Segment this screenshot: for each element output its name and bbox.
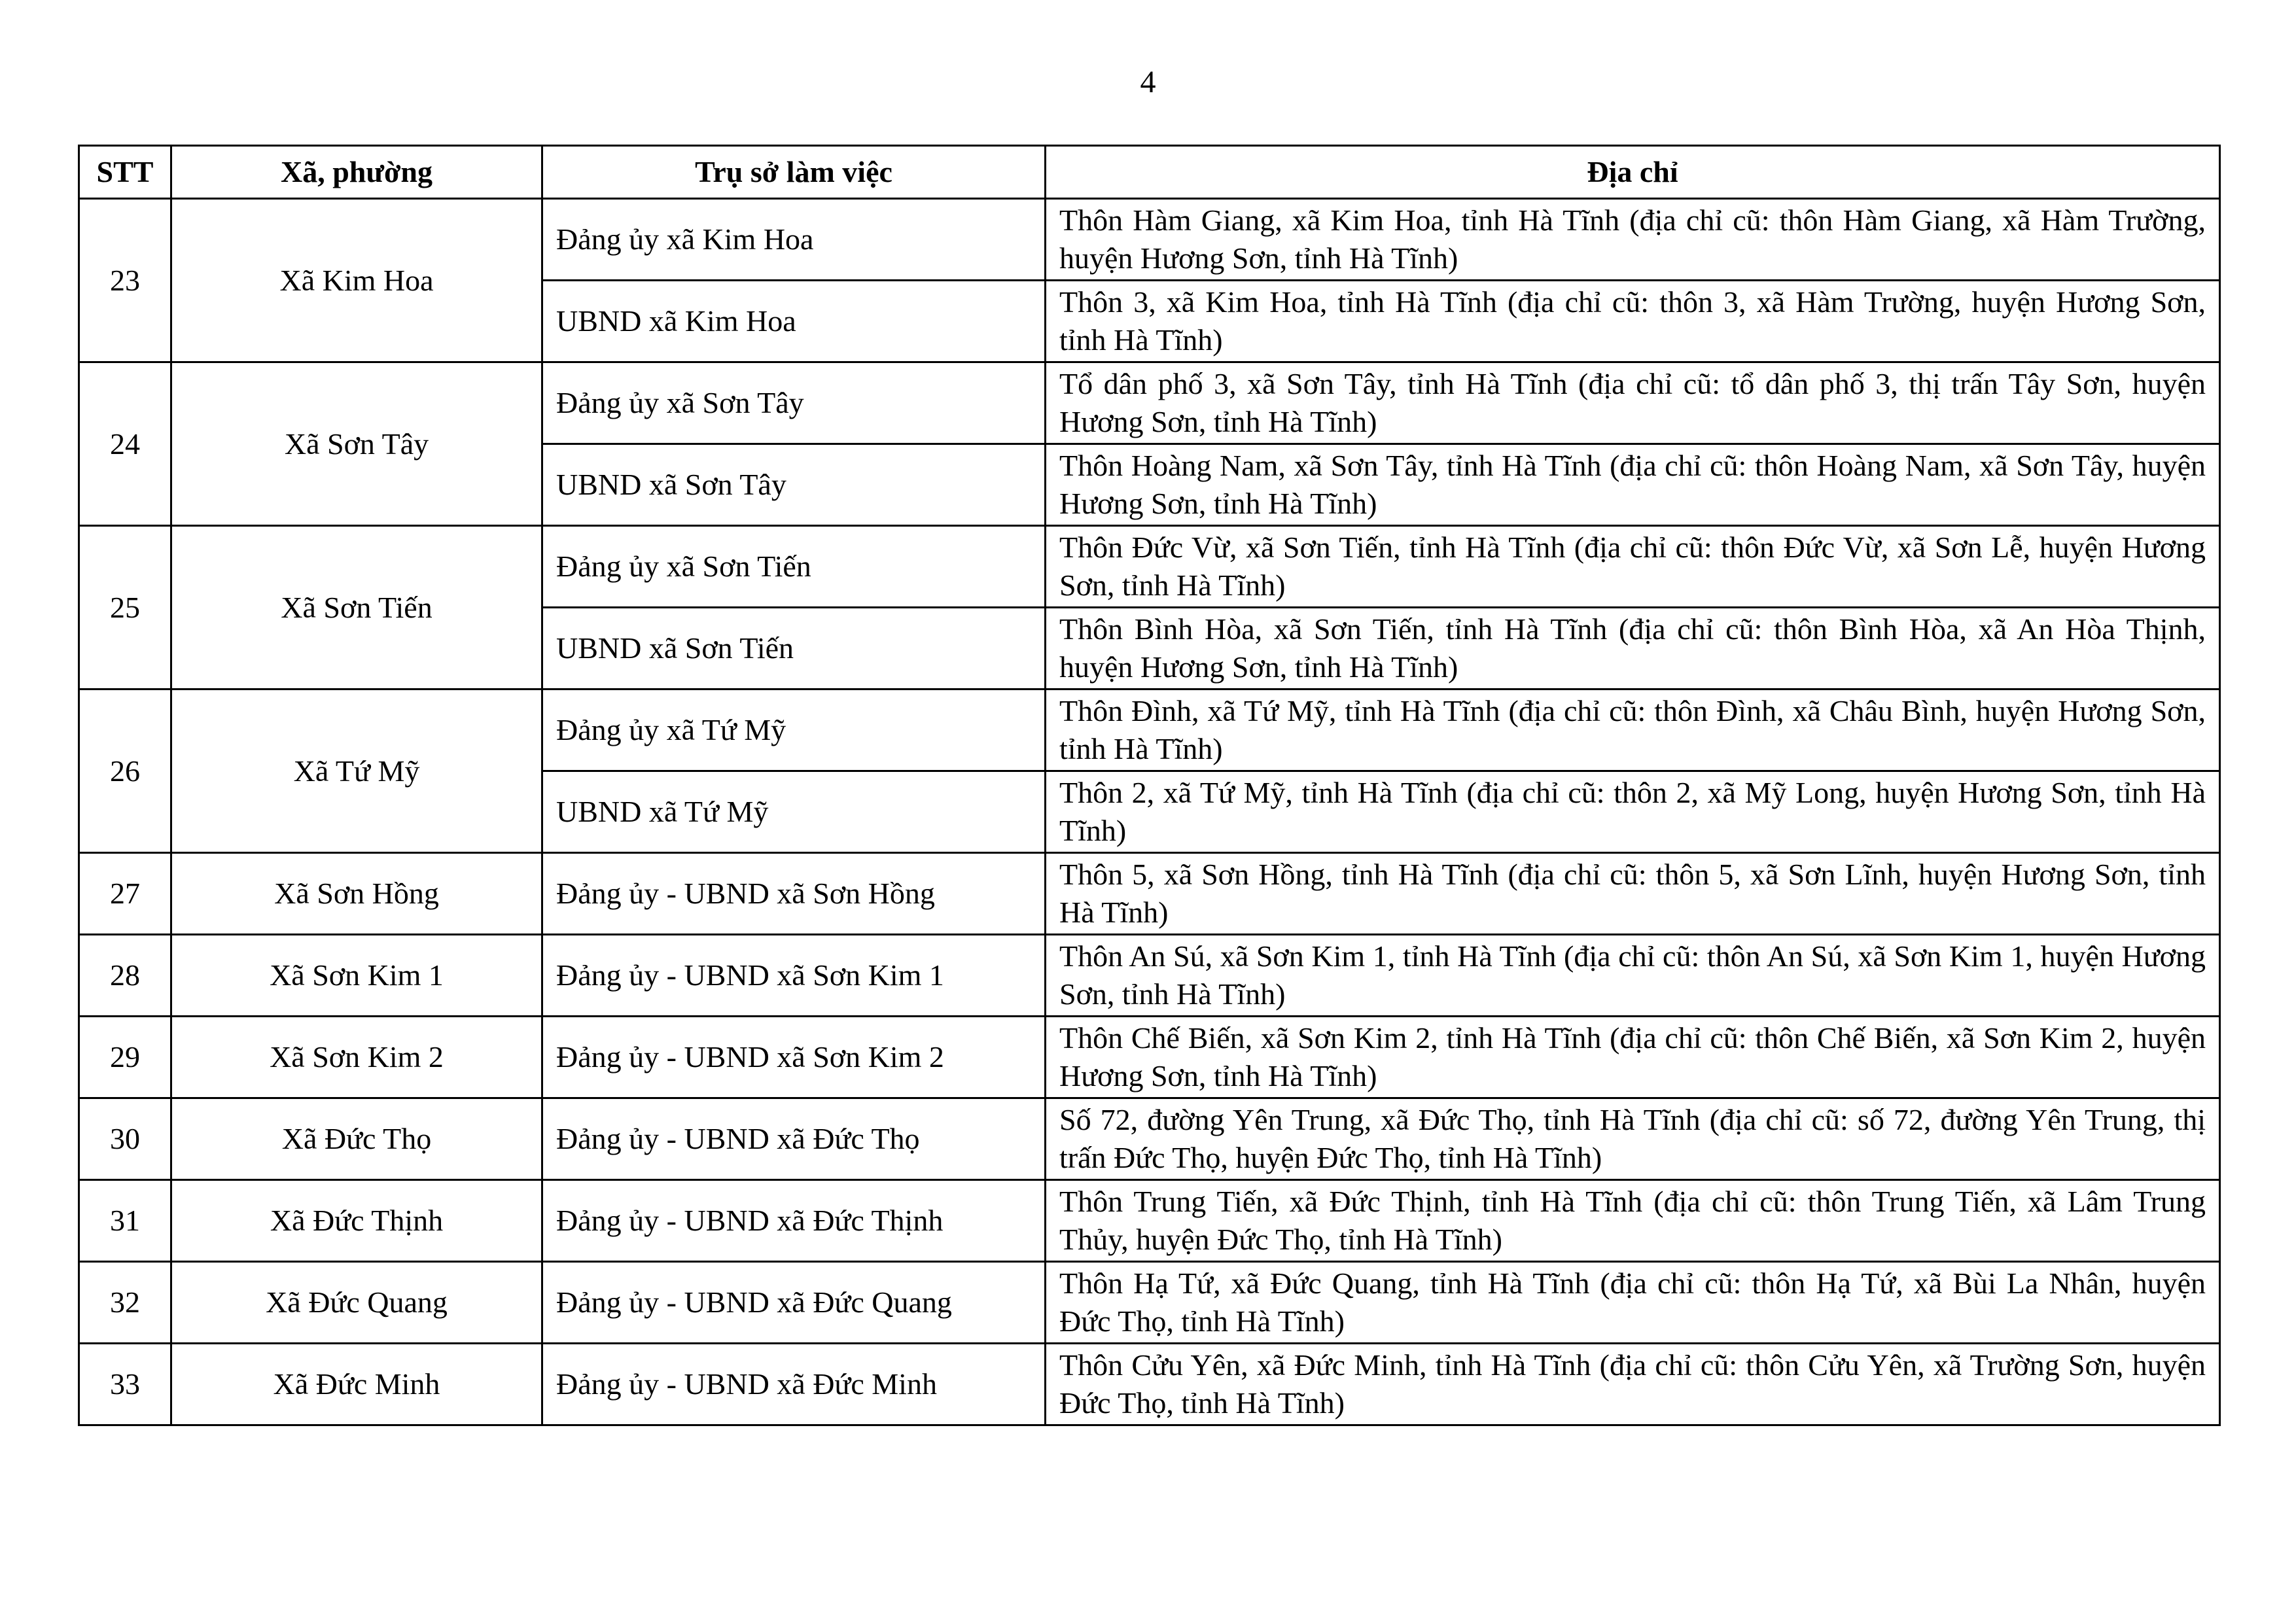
header-address: Địa chỉ [1046, 146, 2220, 199]
address-cell: Thôn 5, xã Sơn Hồng, tỉnh Hà Tĩnh (địa chỉ cũ: thôn 5, xã Sơn Lĩnh, huyện Hương Sơn, tỉnh Hà Tĩnh) [1046, 853, 2220, 935]
office-cell: Đảng ủy - UBND xã Đức Thọ [542, 1098, 1046, 1180]
table-row [79, 1017, 2220, 1098]
header-stt: STT [79, 146, 171, 199]
office-cell: Đảng ủy xã Sơn Tây [542, 362, 1046, 444]
header-ward: Xã, phường [171, 146, 542, 199]
table-row [79, 1180, 2220, 1262]
ward-cell: Xã Đức Minh [171, 1344, 542, 1425]
table-row [79, 1344, 2220, 1425]
ward-cell: Xã Sơn Tiến [171, 526, 542, 689]
office-cell: Đảng ủy xã Sơn Tiến [542, 526, 1046, 608]
address-cell: Thôn Hoàng Nam, xã Sơn Tây, tỉnh Hà Tĩnh (địa chỉ cũ: thôn Hoàng Nam, xã Sơn Tây, huyện Hương Sơn, tỉnh Hà Tĩnh) [1046, 444, 2220, 526]
stt-cell: 25 [79, 526, 171, 689]
ward-cell: Xã Sơn Kim 1 [171, 935, 542, 1017]
ward-cell: Xã Đức Thọ [171, 1098, 542, 1180]
office-cell: UBND xã Sơn Tây [542, 444, 1046, 526]
office-cell: Đảng ủy - UBND xã Sơn Hồng [542, 853, 1046, 935]
ward-cell: Xã Đức Quang [171, 1262, 542, 1344]
office-cell: Đảng ủy - UBND xã Đức Quang [542, 1262, 1046, 1344]
office-cell: Đảng ủy xã Kim Hoa [542, 199, 1046, 281]
address-cell: Thôn Hàm Giang, xã Kim Hoa, tỉnh Hà Tĩnh (địa chỉ cũ: thôn Hàm Giang, xã Hàm Trường, huyện Hương Sơn, tỉnh Hà Tĩnh) [1046, 199, 2220, 281]
stt-cell: 33 [79, 1344, 171, 1425]
office-cell: Đảng ủy - UBND xã Sơn Kim 2 [542, 1017, 1046, 1098]
address-cell: Tổ dân phố 3, xã Sơn Tây, tỉnh Hà Tĩnh (địa chỉ cũ: tổ dân phố 3, thị trấn Tây Sơn, huyện Hương Sơn, tỉnh Hà Tĩnh) [1046, 362, 2220, 444]
table-row [79, 1098, 2220, 1180]
stt-cell: 28 [79, 935, 171, 1017]
table-row [79, 935, 2220, 1017]
stt-cell: 24 [79, 362, 171, 526]
address-cell: Thôn 2, xã Tứ Mỹ, tỉnh Hà Tĩnh (địa chỉ cũ: thôn 2, xã Mỹ Long, huyện Hương Sơn, tỉnh Hà Tĩnh) [1046, 771, 2220, 853]
office-cell: UBND xã Sơn Tiến [542, 608, 1046, 689]
office-cell: Đảng ủy - UBND xã Sơn Kim 1 [542, 935, 1046, 1017]
address-cell: Thôn Bình Hòa, xã Sơn Tiến, tỉnh Hà Tĩnh (địa chỉ cũ: thôn Bình Hòa, xã An Hòa Thịnh, huyện Hương Sơn, tỉnh Hà Tĩnh) [1046, 608, 2220, 689]
address-cell: Thôn An Sú, xã Sơn Kim 1, tỉnh Hà Tĩnh (địa chỉ cũ: thôn An Sú, xã Sơn Kim 1, huyện Hương Sơn, tỉnh Hà Tĩnh) [1046, 935, 2220, 1017]
office-cell: Đảng ủy - UBND xã Đức Minh [542, 1344, 1046, 1425]
office-cell: Đảng ủy xã Tứ Mỹ [542, 689, 1046, 771]
ward-cell: Xã Đức Thịnh [171, 1180, 542, 1262]
table-row [79, 362, 2220, 444]
ward-cell: Xã Kim Hoa [171, 199, 542, 362]
table-row [79, 853, 2220, 935]
ward-cell: Xã Sơn Hồng [171, 853, 542, 935]
table-row [79, 689, 2220, 771]
office-cell: Đảng ủy - UBND xã Đức Thịnh [542, 1180, 1046, 1262]
address-cell: Thôn Đình, xã Tứ Mỹ, tỉnh Hà Tĩnh (địa chỉ cũ: thôn Đình, xã Châu Bình, huyện Hương Sơn, tỉnh Hà Tĩnh) [1046, 689, 2220, 771]
address-cell: Số 72, đường Yên Trung, xã Đức Thọ, tỉnh Hà Tĩnh (địa chỉ cũ: số 72, đường Yên Trung, thị trấn Đức Thọ, huyện Đức Thọ, tỉnh Hà Tĩnh) [1046, 1098, 2220, 1180]
ward-cell: Xã Sơn Kim 2 [171, 1017, 542, 1098]
stt-cell: 32 [79, 1262, 171, 1344]
stt-cell: 23 [79, 199, 171, 362]
stt-cell: 26 [79, 689, 171, 853]
stt-cell: 27 [79, 853, 171, 935]
stt-cell: 29 [79, 1017, 171, 1098]
address-cell: Thôn Cửu Yên, xã Đức Minh, tỉnh Hà Tĩnh (địa chỉ cũ: thôn Cửu Yên, xã Trường Sơn, huyện Đức Thọ, tỉnh Hà Tĩnh) [1046, 1344, 2220, 1425]
office-address-table [78, 145, 2221, 1426]
office-cell: UBND xã Kim Hoa [542, 281, 1046, 362]
address-cell: Thôn 3, xã Kim Hoa, tỉnh Hà Tĩnh (địa chỉ cũ: thôn 3, xã Hàm Trường, huyện Hương Sơn, tỉnh Hà Tĩnh) [1046, 281, 2220, 362]
page-number: 4 [1140, 65, 1156, 99]
address-cell: Thôn Hạ Tứ, xã Đức Quang, tỉnh Hà Tĩnh (địa chỉ cũ: thôn Hạ Tứ, xã Bùi La Nhân, huyện Đức Thọ, tỉnh Hà Tĩnh) [1046, 1262, 2220, 1344]
table-row [79, 1262, 2220, 1344]
address-cell: Thôn Đức Vừ, xã Sơn Tiến, tỉnh Hà Tĩnh (địa chỉ cũ: thôn Đức Vừ, xã Sơn Lễ, huyện Hương Sơn, tỉnh Hà Tĩnh) [1046, 526, 2220, 608]
table-row [79, 526, 2220, 608]
ward-cell: Xã Tứ Mỹ [171, 689, 542, 853]
office-cell: UBND xã Tứ Mỹ [542, 771, 1046, 853]
stt-cell: 30 [79, 1098, 171, 1180]
address-cell: Thôn Chế Biến, xã Sơn Kim 2, tỉnh Hà Tĩnh (địa chỉ cũ: thôn Chế Biến, xã Sơn Kim 2, huyện Hương Sơn, tỉnh Hà Tĩnh) [1046, 1017, 2220, 1098]
header-office: Trụ sở làm việc [542, 146, 1046, 199]
table-row [79, 199, 2220, 281]
ward-cell: Xã Sơn Tây [171, 362, 542, 526]
address-cell: Thôn Trung Tiến, xã Đức Thịnh, tỉnh Hà Tĩnh (địa chỉ cũ: thôn Trung Tiến, xã Lâm Trung Thủy, huyện Đức Thọ, tỉnh Hà Tĩnh) [1046, 1180, 2220, 1262]
stt-cell: 31 [79, 1180, 171, 1262]
table-header-row [79, 146, 2220, 199]
